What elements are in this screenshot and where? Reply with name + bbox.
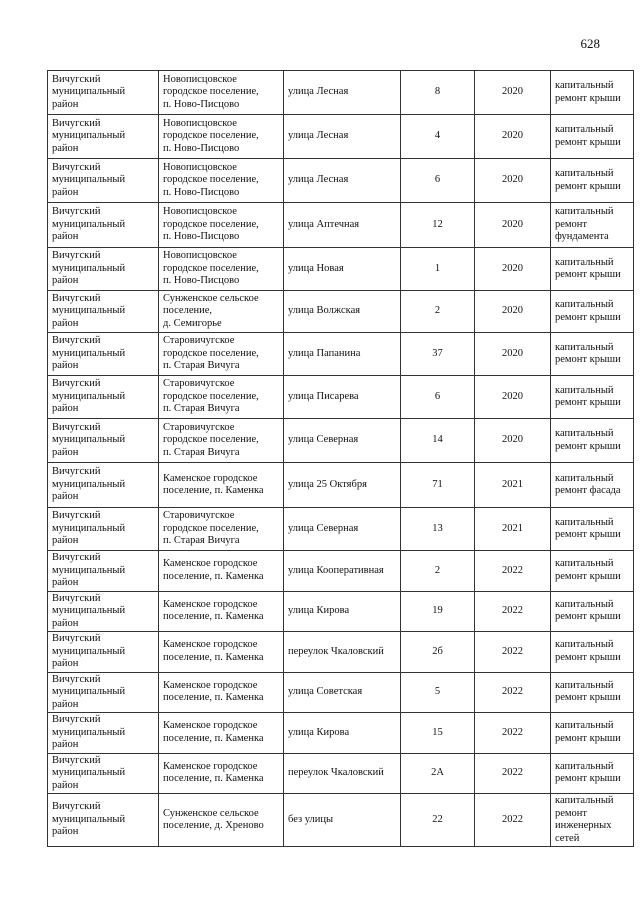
house-number-cell: 4 [401, 115, 475, 159]
district-cell: Вичугский муниципальный район [48, 71, 159, 115]
district-cell: Вичугский муниципальный район [48, 672, 159, 713]
settlement-cell: Новописцовское городское поселение, п. Ново-Писцово [159, 71, 284, 115]
work-type-cell: капитальный ремонт крыши [551, 632, 634, 673]
settlement-cell: Новописцовское городское поселение, п. Ново-Писцово [159, 203, 284, 248]
house-number-cell: 2б [401, 632, 475, 673]
year-cell: 2020 [475, 115, 551, 159]
year-cell: 2022 [475, 551, 551, 592]
table-row [48, 591, 634, 632]
year-cell: 2020 [475, 419, 551, 463]
house-number-cell: 2А [401, 753, 475, 794]
year-cell: 2020 [475, 248, 551, 291]
work-type-cell: капитальный ремонт крыши [551, 753, 634, 794]
year-cell: 2022 [475, 713, 551, 754]
street-cell: переулок Чкаловский [284, 632, 401, 673]
table-row [48, 672, 634, 713]
work-type-cell: капитальный ремонт крыши [551, 672, 634, 713]
settlement-cell: Новописцовское городское поселение, п. Ново-Писцово [159, 159, 284, 203]
work-type-cell: капитальный ремонт крыши [551, 419, 634, 463]
work-type-cell: капитальный ремонт крыши [551, 115, 634, 159]
table-row [48, 794, 634, 847]
work-type-cell: капитальный ремонт крыши [551, 551, 634, 592]
settlement-cell: Старовичугское городское поселение, п. Старая Вичуга [159, 419, 284, 463]
district-cell: Вичугский муниципальный район [48, 333, 159, 376]
street-cell: улица Лесная [284, 71, 401, 115]
district-cell: Вичугский муниципальный район [48, 551, 159, 592]
house-number-cell: 1 [401, 248, 475, 291]
year-cell: 2022 [475, 591, 551, 632]
house-number-cell: 12 [401, 203, 475, 248]
table-row [48, 463, 634, 508]
street-cell: улица Кирова [284, 591, 401, 632]
repair-registry-table [47, 70, 634, 847]
district-cell: Вичугский муниципальный район [48, 291, 159, 333]
table-row [48, 753, 634, 794]
house-number-cell: 37 [401, 333, 475, 376]
table-row [48, 376, 634, 419]
settlement-cell: Каменское городское поселение, п. Каменка [159, 713, 284, 754]
table-row [48, 551, 634, 592]
house-number-cell: 19 [401, 591, 475, 632]
year-cell: 2021 [475, 508, 551, 551]
settlement-cell: Старовичугское городское поселение, п. Старая Вичуга [159, 376, 284, 419]
table-row [48, 159, 634, 203]
settlement-cell: Каменское городское поселение, п. Каменка [159, 591, 284, 632]
year-cell: 2022 [475, 672, 551, 713]
street-cell: улица Папанина [284, 333, 401, 376]
year-cell: 2020 [475, 291, 551, 333]
district-cell: Вичугский муниципальный район [48, 591, 159, 632]
house-number-cell: 8 [401, 71, 475, 115]
settlement-cell: Новописцовское городское поселение, п. Ново-Писцово [159, 115, 284, 159]
house-number-cell: 22 [401, 794, 475, 847]
work-type-cell: капитальный ремонт крыши [551, 291, 634, 333]
district-cell: Вичугский муниципальный район [48, 203, 159, 248]
street-cell: без улицы [284, 794, 401, 847]
district-cell: Вичугский муниципальный район [48, 159, 159, 203]
settlement-cell: Старовичугское городское поселение, п. Старая Вичуга [159, 508, 284, 551]
house-number-cell: 71 [401, 463, 475, 508]
settlement-cell: Каменское городское поселение, п. Каменка [159, 672, 284, 713]
work-type-cell: капитальный ремонт фасада [551, 463, 634, 508]
year-cell: 2022 [475, 632, 551, 673]
work-type-cell: капитальный ремонт крыши [551, 508, 634, 551]
street-cell: переулок Чкаловский [284, 753, 401, 794]
work-type-cell: капитальный ремонт крыши [551, 71, 634, 115]
district-cell: Вичугский муниципальный район [48, 115, 159, 159]
table-row [48, 71, 634, 115]
street-cell: улица Советская [284, 672, 401, 713]
year-cell: 2020 [475, 203, 551, 248]
settlement-cell: Каменское городское поселение, п. Каменка [159, 463, 284, 508]
year-cell: 2020 [475, 376, 551, 419]
work-type-cell: капитальный ремонт инженерных сетей [551, 794, 634, 847]
table-row [48, 248, 634, 291]
street-cell: улица Аптечная [284, 203, 401, 248]
district-cell: Вичугский муниципальный район [48, 753, 159, 794]
settlement-cell: Каменское городское поселение, п. Каменка [159, 753, 284, 794]
settlement-cell: Старовичугское городское поселение, п. Старая Вичуга [159, 333, 284, 376]
house-number-cell: 15 [401, 713, 475, 754]
work-type-cell: капитальный ремонт крыши [551, 376, 634, 419]
district-cell: Вичугский муниципальный район [48, 419, 159, 463]
street-cell: улица Северная [284, 508, 401, 551]
settlement-cell: Каменское городское поселение, п. Каменка [159, 632, 284, 673]
district-cell: Вичугский муниципальный район [48, 376, 159, 419]
year-cell: 2020 [475, 159, 551, 203]
settlement-cell: Каменское городское поселение, п. Каменка [159, 551, 284, 592]
page-number: 628 [580, 36, 600, 51]
house-number-cell: 13 [401, 508, 475, 551]
district-cell: Вичугский муниципальный район [48, 248, 159, 291]
year-cell: 2020 [475, 71, 551, 115]
street-cell: улица Кирова [284, 713, 401, 754]
district-cell: Вичугский муниципальный район [48, 632, 159, 673]
work-type-cell: капитальный ремонт крыши [551, 591, 634, 632]
district-cell: Вичугский муниципальный район [48, 463, 159, 508]
year-cell: 2022 [475, 753, 551, 794]
district-cell: Вичугский муниципальный район [48, 508, 159, 551]
settlement-cell: Сунженское сельское поселение, д. Хреново [159, 794, 284, 847]
street-cell: улица 25 Октября [284, 463, 401, 508]
street-cell: улица Лесная [284, 115, 401, 159]
table-row [48, 333, 634, 376]
house-number-cell: 14 [401, 419, 475, 463]
settlement-cell: Новописцовское городское поселение, п. Ново-Писцово [159, 248, 284, 291]
settlement-cell: Сунженское сельское поселение, д. Семигорье [159, 291, 284, 333]
work-type-cell: капитальный ремонт фундамента [551, 203, 634, 248]
table-row [48, 508, 634, 551]
street-cell: улица Писарева [284, 376, 401, 419]
work-type-cell: капитальный ремонт крыши [551, 248, 634, 291]
table-row [48, 291, 634, 333]
district-cell: Вичугский муниципальный район [48, 794, 159, 847]
work-type-cell: капитальный ремонт крыши [551, 713, 634, 754]
street-cell: улица Волжская [284, 291, 401, 333]
table-row [48, 419, 634, 463]
table-row [48, 713, 634, 754]
district-cell: Вичугский муниципальный район [48, 713, 159, 754]
table-row [48, 115, 634, 159]
street-cell: улица Новая [284, 248, 401, 291]
table-row [48, 203, 634, 248]
street-cell: улица Северная [284, 419, 401, 463]
work-type-cell: капитальный ремонт крыши [551, 159, 634, 203]
work-type-cell: капитальный ремонт крыши [551, 333, 634, 376]
house-number-cell: 6 [401, 376, 475, 419]
street-cell: улица Кооперативная [284, 551, 401, 592]
house-number-cell: 6 [401, 159, 475, 203]
street-cell: улица Лесная [284, 159, 401, 203]
year-cell: 2021 [475, 463, 551, 508]
year-cell: 2020 [475, 333, 551, 376]
year-cell: 2022 [475, 794, 551, 847]
table-row [48, 632, 634, 673]
house-number-cell: 2 [401, 551, 475, 592]
house-number-cell: 5 [401, 672, 475, 713]
house-number-cell: 2 [401, 291, 475, 333]
